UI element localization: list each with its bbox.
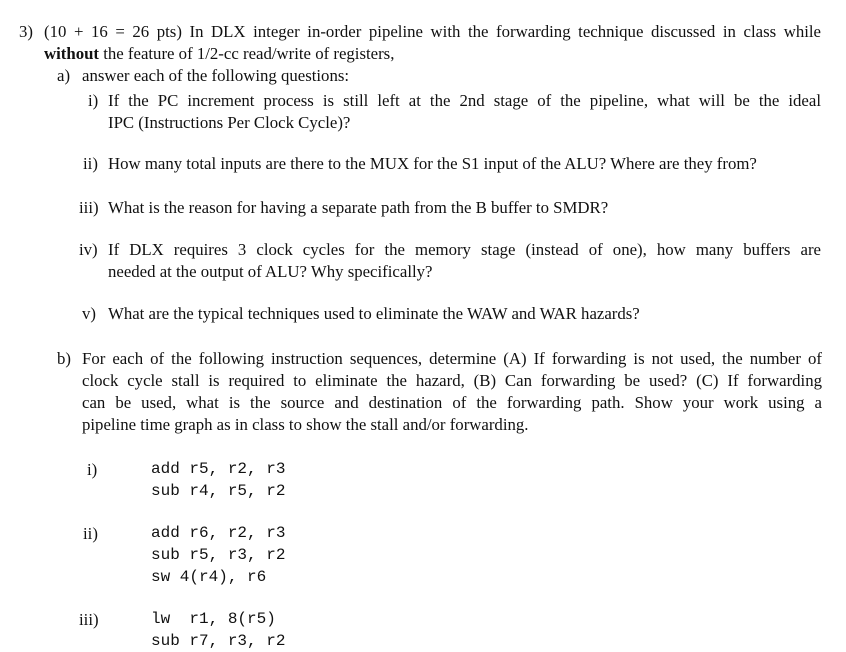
question-a-v-label: v) [82,304,96,323]
part-a-label: a) [57,66,71,85]
sequence-i-label: i) [87,460,98,479]
sequence-iii-code-line2: sub r7, r3, r2 [151,632,286,650]
question-a-iii-label: iii) [79,198,99,217]
question-a-ii-label: ii) [83,154,98,173]
sequence-iii-code-line1: lw r1, 8(r5) [151,610,276,628]
sequence-i-code-line1: add r5, r2, r3 [151,460,286,478]
part-b-line1: For each of the following instruction sequences, determine (A) If forwarding is not used, the number of [82,349,822,368]
problem-statement-line1: (10 + 16 = 26 pts) In DLX integer in-order pipeline with the forwarding technique discussed in class while [44,22,821,41]
question-a-i-line1: If the PC increment process is still left at the 2nd stage of the pipeline, what will be the ideal [108,91,821,110]
sequence-iii-label: iii) [79,610,99,629]
question-a-iv-line1: If DLX requires 3 clock cycles for the memory stage (instead of one), how many buffers are [108,240,821,259]
question-a-iii-text: What is the reason for having a separate path from the B buffer to SMDR? [108,198,609,217]
question-a-v-text: What are the typical techniques used to eliminate the WAW and WAR hazards? [108,304,640,323]
sequence-ii-code-line3: sw 4(r4), r6 [151,568,267,586]
part-b-line2: clock cycle stall is required to eliminate the hazard, (B) Can forwarding be used? (C) If forwarding [82,371,822,390]
sequence-i-code-line2: sub r4, r5, r2 [151,482,286,500]
question-a-i-line2: IPC (Instructions Per Clock Cycle)? [108,113,351,132]
sequence-ii-label: ii) [83,524,98,543]
question-a-iv-label: iv) [79,240,98,259]
part-b-label: b) [57,349,71,368]
sequence-ii-code-line2: sub r5, r3, r2 [151,546,286,564]
part-b-line3: can be used, what is the source and destination of the forwarding path. Show your work using a [82,393,822,412]
sequence-ii-code-line1: add r6, r2, r3 [151,524,286,542]
problem-number: 3) [19,22,33,41]
part-a-title: answer each of the following questions: [82,66,350,85]
question-a-iv-line2: needed at the output of ALU? Why specifically? [108,262,433,281]
question-a-i-label: i) [88,91,99,110]
without-emphasis: without [44,44,100,63]
question-a-ii-text: How many total inputs are there to the MUX for the S1 input of the ALU? Where are they from? [108,154,757,173]
problem-statement-line2-rest: the feature of 1/2-cc read/write of registers, [99,44,395,63]
problem-statement-line2 [44,43,394,64]
part-b-line4: pipeline time graph as in class to show the stall and/or forwarding. [82,415,529,434]
